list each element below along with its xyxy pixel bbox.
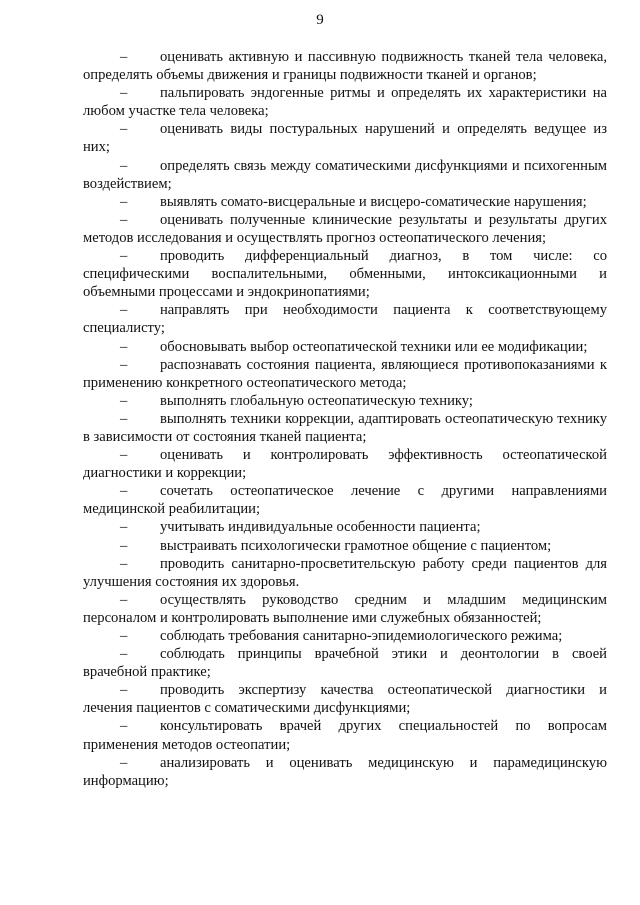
list-item-text: пальпировать эндогенные ритмы и определять их характеристики на любом участке тела человека; — [83, 85, 607, 120]
list-dash: – — [120, 356, 128, 373]
list-item-text: проводить экспертизу качества остеопатической диагностики и лечения пациентов с соматическими дисфункциями; — [83, 682, 607, 717]
list-item-text: определять связь между соматическими дисфункциями и психогенным воздействием; — [83, 157, 607, 192]
list-item — [83, 392, 607, 410]
list-dash: – — [120, 519, 128, 536]
list-item — [83, 84, 607, 120]
list-dash: – — [120, 718, 128, 735]
list-item — [83, 681, 607, 717]
list-dash: – — [120, 555, 128, 572]
list-item — [83, 211, 607, 247]
page-number: 9 — [316, 12, 324, 28]
list-dash: – — [120, 49, 128, 65]
list-item-text: выявлять сомато-висцеральные и висцеро-соматические нарушения; — [160, 193, 587, 210]
list-dash: – — [120, 646, 128, 663]
list-dash: – — [120, 483, 128, 500]
list-dash: – — [120, 121, 128, 138]
list-item — [83, 446, 607, 482]
list-item-text: направлять при необходимости пациента к соответствующему специалисту; — [83, 302, 607, 337]
list-item — [83, 754, 607, 790]
list-item — [83, 555, 607, 591]
list-dash: – — [120, 628, 128, 644]
list-item-text: выстраивать психологически грамотное общение с пациентом; — [160, 537, 552, 554]
list-item-text: распознавать состояния пациента, являющиеся противопоказаниями к применению конкретного остеопатического метода; — [83, 356, 607, 391]
list-item — [83, 717, 607, 753]
list-dash: – — [120, 302, 128, 319]
list-item — [83, 537, 607, 555]
list-item — [83, 482, 607, 518]
list-item-text: проводить санитарно-просветительскую работу среди пациентов для улучшения состояния их здоровья. — [83, 555, 607, 590]
list-dash: – — [120, 157, 128, 174]
list-item — [83, 157, 607, 193]
skills-list — [83, 48, 607, 790]
list-item-text: проводить дифференциальный диагноз, в том числе: со специфическими воспалительными, обменными, интоксикационными и объемными процессами и эндокринопатиями; — [83, 248, 607, 301]
list-item-text: соблюдать требования санитарно-эпидемиологического режима; — [160, 628, 563, 644]
list-item-text: анализировать и оценивать медицинскую и парамедицинскую информацию; — [83, 754, 607, 789]
list-item — [83, 193, 607, 211]
list-dash: – — [120, 193, 128, 210]
list-item-text: оценивать виды постуральных нарушений и определять ведущее из них; — [83, 121, 607, 156]
list-dash: – — [120, 591, 128, 608]
list-dash: – — [120, 248, 128, 265]
list-item — [83, 410, 607, 446]
list-item — [83, 338, 607, 356]
list-item-text: учитывать индивидуальные особенности пациента; — [160, 519, 481, 536]
list-item — [83, 356, 607, 392]
list-item-text: оценивать и контролировать эффективность остеопатической диагностики и коррекции; — [83, 447, 607, 482]
list-item-text: консультировать врачей других специальностей по вопросам применения методов остеопатии; — [83, 718, 607, 753]
list-item — [83, 247, 607, 301]
list-item — [83, 48, 607, 84]
list-item-text: оценивать полученные клинические результаты и результаты других методов исследования и осуществлять прогноз остеопатического лечения; — [83, 211, 607, 246]
list-dash: – — [120, 410, 128, 427]
list-dash: – — [120, 754, 128, 771]
list-item-text: обосновывать выбор остеопатической техники или ее модификации; — [160, 338, 588, 355]
list-item-text: соблюдать принципы врачебной этики и деонтологии в своей врачебной практике; — [83, 646, 607, 681]
list-item-text: оценивать активную и пассивную подвижность тканей тела человека, определять объемы движения и границы подвижности тканей и органов; — [83, 49, 607, 84]
list-dash: – — [120, 682, 128, 699]
list-item — [83, 627, 607, 645]
list-dash: – — [120, 338, 128, 355]
list-item — [83, 120, 607, 156]
list-dash: – — [120, 392, 128, 409]
list-item-text: сочетать остеопатическое лечение с другими направлениями медицинской реабилитации; — [83, 483, 607, 518]
list-dash: – — [120, 537, 128, 554]
list-item-text: выполнять глобальную остеопатическую технику; — [160, 392, 473, 409]
list-dash: – — [120, 85, 128, 102]
list-item-text: выполнять техники коррекции, адаптировать остеопатическую технику в зависимости от состояния тканей пациента; — [83, 410, 607, 445]
list-item — [83, 518, 607, 536]
list-item — [83, 301, 607, 337]
list-dash: – — [120, 447, 128, 464]
list-item — [83, 591, 607, 627]
list-dash: – — [120, 211, 128, 228]
list-item-text: осуществлять руководство средним и младшим медицинским персоналом и контролировать выполнение ими служебных обязанностей; — [83, 591, 607, 626]
list-item — [83, 645, 607, 681]
